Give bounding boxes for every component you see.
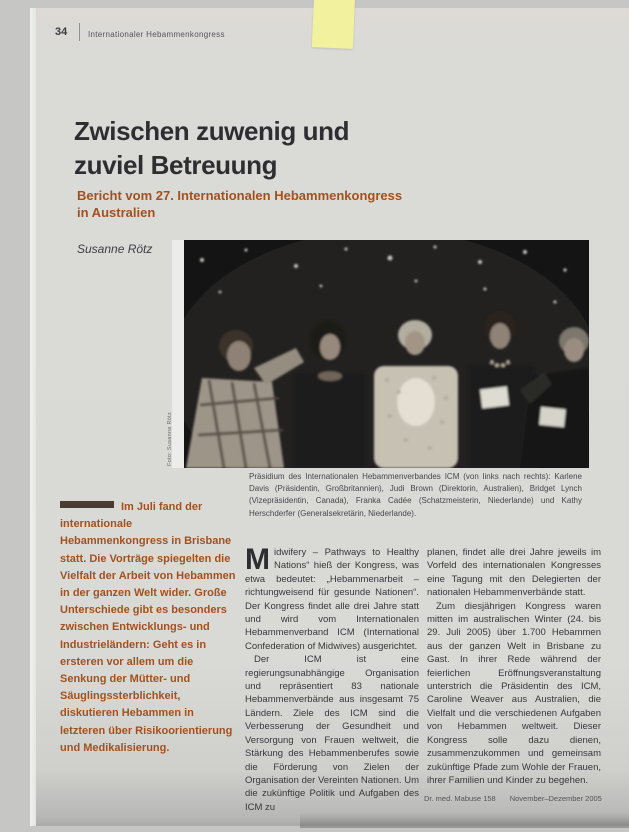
article-subtitle-line1: Bericht vom 27. Internationalen Hebammenkongress (77, 188, 403, 203)
teaser-text: Im Juli fand der internationale Hebammenkongress in Brisbane statt. Die Vorträge spiegelten die Vielfalt der Arbeit von Hebammen in der ganzen Welt wider. Große Unterschiede gibt es besonders zwischen Entwicklungs- und Industrieländern: Geht es in ersteren vor allem um die Senkung der Mütter- und Säuglingssterblichkeit, diskutieren Hebammen in letzteren über Risikoorientierung und Medikalisierung. (60, 501, 236, 754)
article-subtitle (77, 187, 477, 221)
photo-caption: Präsidium des Internationalen Hebammenverbandes ICM (von links nach rechts): Karlene Davis (Präsidentin, Großbritannien), Judi Brown (Direktorin, Australien), Bridget Lynch (Vizepräsidentin, Canada), Franka Cadée (Schatzmeisterin, Niederlande) und Kathy Herschderfer (Generalsekretärin, Niederlande). (249, 472, 582, 518)
page-footer (424, 794, 602, 803)
page-number: 34 (55, 26, 68, 38)
congress-group-photo (184, 240, 589, 468)
body-column-2 (427, 546, 601, 787)
drop-cap: M (245, 543, 270, 576)
sticky-note-marker[interactable] (312, 0, 355, 49)
article-teaser (60, 499, 236, 757)
article-subtitle-line2: in Australien (77, 205, 156, 220)
body-paragraph-text: idwifery – Pathways to Healthy Nations“ hieß der Kongress, was etwa bedeutet: „Hebammenarbeit – richtungweisend für gesunde Nationen“. Der Kongress findet alle drei Jahre statt und wird vom Internationalen Hebammenverband ICM (International Confederation of Midwives) ausgerichtet. (245, 547, 419, 652)
article-title-line1: Zwischen zuwenig und (74, 116, 350, 146)
article-title (74, 114, 494, 182)
author-byline: Susanne Rötz (77, 242, 153, 256)
photo-credit: Foto: Susanne Rötz (167, 411, 173, 466)
article-title-line2: zuviel Betreuung (74, 150, 278, 180)
body-paragraph: planen, findet alle drei Jahre jeweils im Vorfeld des internationalen Kongresses eine Tagung mit den Delegierten der nationalen Hebammenverbände statt. (427, 547, 601, 599)
section-title: Internationaler Hebammenkongress (88, 30, 225, 39)
scan-shadow (300, 812, 629, 828)
body-column-1 (245, 543, 419, 814)
body-paragraph: Zum diesjährigen Kongress waren mitten im australischen Winter (24. bis 29. Juli 2005) über 1.700 Hebammen aus der ganzen Welt in Brisbane zu Gast. In ihrer Rede während der feierlichen Eröffnungsveranstaltung unterstrich die Präsidentin des ICM, Caroline Weaver aus Australien, die Vielfalt und die verschiedenen Aufgaben von Hebammen weltweit. Dieser Kongress solle dazu dienen, zusammenzukommen und gemeinsam zukünftige Pfade zum Wohle der Frauen, ihrer Familien und Kinder zu begehen. (427, 600, 601, 786)
teaser-lead-bar (60, 501, 114, 508)
journal-name: Dr. med. Mabuse 158 (424, 794, 496, 803)
photo-frame (167, 240, 589, 468)
header-divider (79, 23, 80, 41)
body-paragraph (245, 543, 419, 653)
page-left-edge (30, 8, 36, 826)
body-paragraph: Der ICM ist eine regierungsunabhängige Organisation und repräsentiert 83 nationale Hebammenverbände aus insgesamt 75 Ländern. Ziele des ICM sind die Verbesserung der Gesundheit und Versorgung von Frauen weltweit, die Stärkung des Hebammenberufes sowie die Förderung von Zielen der Organisation der Vereinten Nationen. Um die zukünftige Politik und Aufgaben des ICM zu (245, 654, 419, 813)
issue-date: November–Dezember 2005 (509, 794, 602, 803)
